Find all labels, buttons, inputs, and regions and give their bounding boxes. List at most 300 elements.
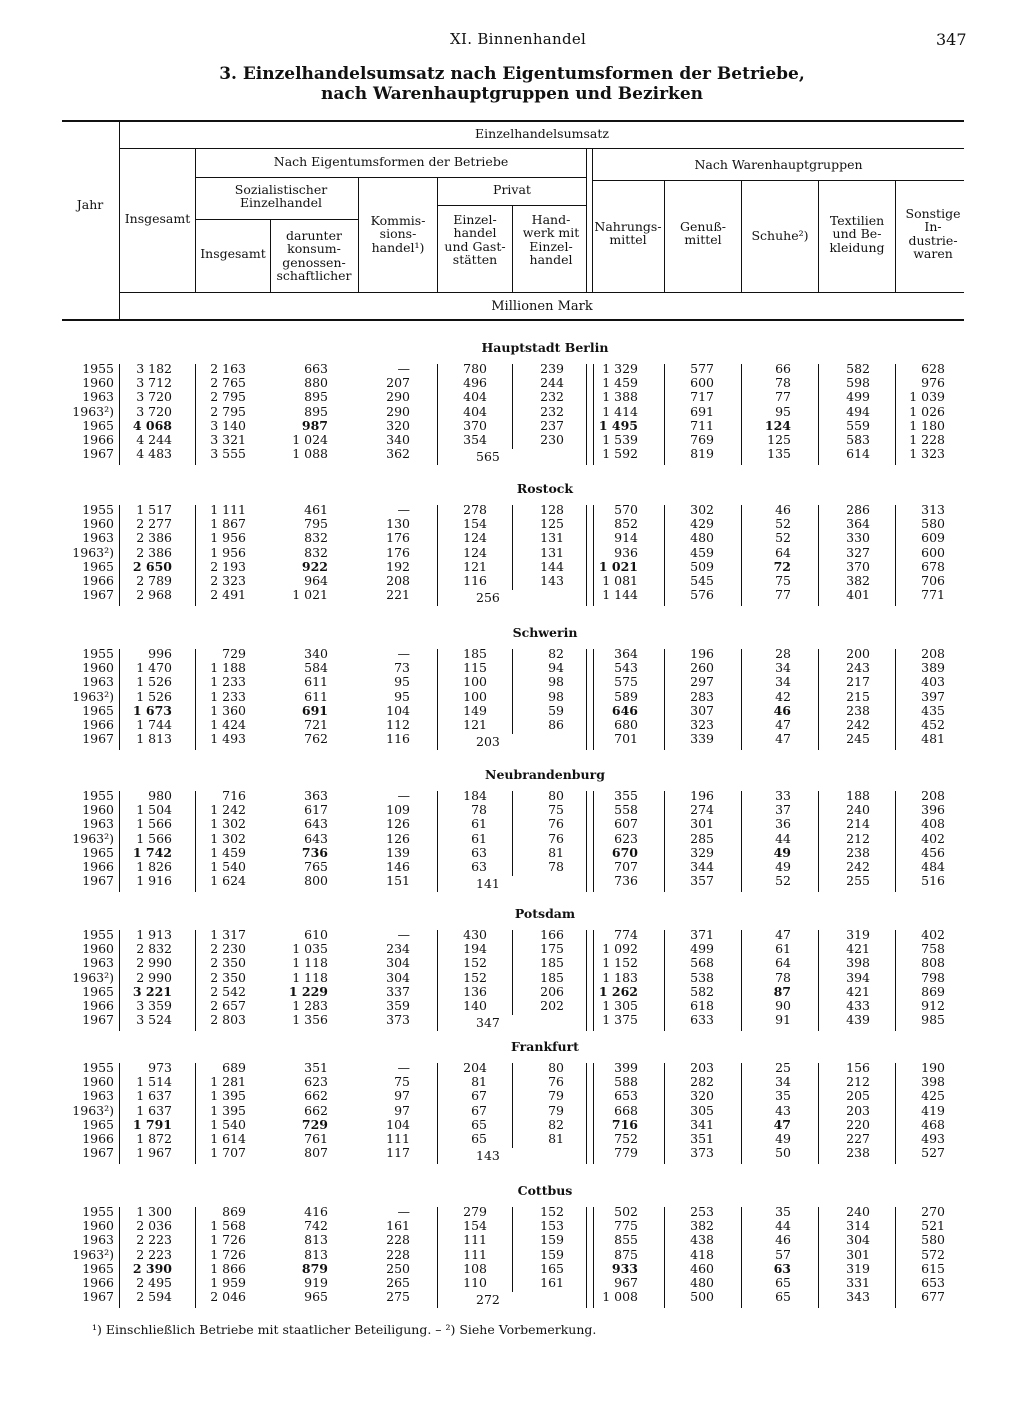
cell-insgesamt: 2 968 <box>136 587 172 603</box>
cell-sonstige: 516 <box>921 873 945 889</box>
cell-textil: 238 <box>846 844 870 860</box>
cell-konsum: 919 <box>304 1274 328 1290</box>
region-heading: Schwerin <box>512 625 578 640</box>
cell-kommission: 109 <box>386 802 410 818</box>
cell-textil: 327 <box>846 544 870 560</box>
cell-insgesamt: 1 637 <box>136 1088 172 1104</box>
cell-year: 1960 <box>82 660 114 676</box>
cell-insgesamt: 2 036 <box>136 1218 172 1234</box>
cell-sonstige: 481 <box>921 731 945 747</box>
cell-privat-handwerk: 94 <box>548 660 564 676</box>
cell-konsum: 643 <box>304 830 328 846</box>
cell-privat-einzelhandel: 184 <box>463 788 487 803</box>
cell-year: 1963²) <box>72 1246 114 1262</box>
cell-genuss: 351 <box>690 1130 714 1146</box>
cell-year: 1963 <box>82 816 114 832</box>
cell-insgesamt: 2 386 <box>136 544 172 560</box>
cell-sonstige: 468 <box>921 1116 945 1132</box>
cell-soz-insgesamt: 2 193 <box>210 558 246 574</box>
cell-soz-insgesamt: 2 046 <box>210 1289 246 1305</box>
cell-sonstige: 435 <box>921 702 945 718</box>
cell-konsum: 623 <box>304 1074 328 1090</box>
cell-privat-handwerk <box>512 447 564 461</box>
header-textilien: Textilien und Be-kleidung <box>829 213 885 255</box>
cell-privat-handwerk: 98 <box>548 674 564 690</box>
cell-genuss: 582 <box>690 983 714 999</box>
rule-under-waren <box>593 180 964 181</box>
cell-konsum: 922 <box>301 558 328 574</box>
cell-soz-insgesamt: 2 657 <box>210 997 246 1013</box>
cell-insgesamt: 3 712 <box>136 375 172 391</box>
cell-soz-insgesamt: 1 726 <box>210 1246 246 1262</box>
cell-sonstige: 600 <box>921 544 945 560</box>
cell-konsum: 461 <box>304 502 328 517</box>
cell-genuss: 711 <box>690 417 714 433</box>
cell-konsum: 1 021 <box>292 587 328 603</box>
cell-privat-handwerk <box>512 1013 564 1027</box>
cell-privat-einzelhandel: 149 <box>463 702 487 718</box>
cell-sonstige: 402 <box>921 830 945 846</box>
cell-year: 1965 <box>82 702 114 718</box>
cell-schuhe: 36 <box>775 816 791 832</box>
cell-schuhe: 37 <box>775 802 791 818</box>
cell-privat-handwerk: 166 <box>540 927 564 942</box>
cell-schuhe: 125 <box>767 431 791 447</box>
cell-nahrung: 1 388 <box>602 389 638 405</box>
column-privat-handwerk <box>512 362 564 461</box>
cell-nahrung: 355 <box>614 788 638 803</box>
table-title <box>0 64 1024 104</box>
rule-under-einzelhandelsumsatz <box>120 148 964 149</box>
cell-privat-einzelhandel: 61 <box>471 816 487 832</box>
cell-textil: 494 <box>846 403 870 419</box>
cell-insgesamt: 3 182 <box>136 361 172 376</box>
cell-schuhe: 33 <box>775 788 791 803</box>
cell-privat-handwerk <box>512 1146 564 1160</box>
cell-year: 1955 <box>82 1060 114 1075</box>
cell-schuhe: 78 <box>775 969 791 985</box>
cell-kommission: — <box>397 502 410 517</box>
region-heading: Neubrandenburg <box>485 767 605 782</box>
cell-genuss: 339 <box>690 731 714 747</box>
column-schuhe <box>741 362 791 461</box>
cell-schuhe: 124 <box>764 417 791 433</box>
column-genuss <box>664 1205 714 1304</box>
cell-privat-handwerk: 98 <box>548 688 564 704</box>
column-textil <box>818 1061 870 1160</box>
cell-genuss: 196 <box>690 788 714 803</box>
cell-soz-insgesamt: 1 707 <box>210 1145 246 1161</box>
cell-schuhe: 47 <box>773 1116 791 1132</box>
chapter-heading: XI. Binnenhandel <box>450 30 587 48</box>
column-genuss <box>664 789 714 888</box>
cell-schuhe: 47 <box>775 716 791 732</box>
cell-soz-insgesamt: 1 568 <box>210 1218 246 1234</box>
cell-privat-handwerk: 80 <box>548 1060 564 1075</box>
cell-genuss: 203 <box>690 1060 714 1075</box>
cell-insgesamt: 2 990 <box>136 955 172 971</box>
privat-1967-combined: 347 <box>476 1015 500 1031</box>
cell-privat-handwerk: 244 <box>540 375 564 391</box>
cell-privat-einzelhandel: 100 <box>463 674 487 690</box>
cell-genuss: 545 <box>690 572 714 588</box>
cell-schuhe: 47 <box>775 731 791 747</box>
cell-soz-insgesamt: 1 866 <box>210 1260 246 1276</box>
cell-schuhe: 50 <box>775 1145 791 1161</box>
cell-privat-handwerk: 131 <box>540 530 564 546</box>
cell-genuss: 500 <box>690 1289 714 1305</box>
cell-kommission: 265 <box>386 1274 410 1290</box>
cell-kommission: 176 <box>386 530 410 546</box>
cell-insgesamt: 1 813 <box>136 731 172 747</box>
cell-insgesamt: 1 300 <box>136 1204 172 1219</box>
cell-kommission: — <box>397 927 410 942</box>
header-privat: Privat <box>493 182 531 197</box>
cell-sonstige: 270 <box>921 1204 945 1219</box>
cell-privat-einzelhandel: 780 <box>463 361 487 376</box>
cell-privat-einzelhandel: 140 <box>463 997 487 1013</box>
cell-sonstige: 208 <box>921 788 945 803</box>
cell-privat-handwerk: 125 <box>540 516 564 532</box>
cell-schuhe: 87 <box>773 983 791 999</box>
cell-privat-einzelhandel: 108 <box>463 1260 487 1276</box>
cell-year: 1963 <box>82 389 114 405</box>
cell-insgesamt: 1 517 <box>136 502 172 517</box>
cell-textil: 319 <box>846 1260 870 1276</box>
column-privat-handwerk <box>512 1061 564 1160</box>
cell-privat-einzelhandel: 63 <box>471 844 487 860</box>
cell-kommission: 228 <box>386 1246 410 1262</box>
cell-soz-insgesamt: 1 726 <box>210 1232 246 1248</box>
cell-privat-handwerk <box>512 1290 564 1304</box>
cell-sonstige: 653 <box>921 1274 945 1290</box>
cell-privat-handwerk: 128 <box>540 502 564 517</box>
cell-soz-insgesamt: 1 281 <box>210 1074 246 1090</box>
cell-privat-handwerk: 82 <box>548 646 564 661</box>
cell-soz-insgesamt: 1 424 <box>210 716 246 732</box>
cell-konsum: 795 <box>304 516 328 532</box>
cell-insgesamt: 2 990 <box>136 969 172 985</box>
cell-schuhe: 65 <box>775 1289 791 1305</box>
cell-nahrung: 933 <box>611 1260 638 1276</box>
cell-nahrung: 502 <box>614 1204 638 1219</box>
cell-soz-insgesamt: 1 959 <box>210 1274 246 1290</box>
privat-1967-combined: 256 <box>476 590 500 606</box>
cell-privat-handwerk: 81 <box>548 1130 564 1146</box>
cell-insgesamt: 2 650 <box>132 558 172 574</box>
column-textil <box>818 647 870 746</box>
cell-konsum: 987 <box>301 417 328 433</box>
cell-konsum: 1 024 <box>292 431 328 447</box>
column-rule <box>586 649 587 750</box>
column-sonstige <box>895 928 945 1027</box>
cell-textil: 156 <box>846 1060 870 1075</box>
cell-konsum: 895 <box>304 403 328 419</box>
cell-genuss: 499 <box>690 941 714 957</box>
cell-soz-insgesamt: 2 323 <box>210 572 246 588</box>
cell-sonstige: 758 <box>921 941 945 957</box>
cell-textil: 227 <box>846 1130 870 1146</box>
cell-year: 1966 <box>82 858 114 874</box>
cell-genuss: 577 <box>690 361 714 376</box>
cell-schuhe: 43 <box>775 1102 791 1118</box>
cell-privat-handwerk: 202 <box>540 997 564 1013</box>
cell-nahrung: 1 305 <box>602 997 638 1013</box>
cell-soz-insgesamt: 1 302 <box>210 816 246 832</box>
cell-textil: 240 <box>846 1204 870 1219</box>
cell-year: 1966 <box>82 997 114 1013</box>
cell-privat-handwerk: 79 <box>548 1102 564 1118</box>
cell-textil: 370 <box>846 558 870 574</box>
cell-kommission: 146 <box>386 858 410 874</box>
cell-genuss: 307 <box>690 702 714 718</box>
cell-sonstige: 521 <box>921 1218 945 1234</box>
cell-privat-einzelhandel: 67 <box>471 1102 487 1118</box>
cell-privat-handwerk: 175 <box>540 941 564 957</box>
cell-privat-handwerk: 185 <box>540 955 564 971</box>
table-title-line1: 3. Einzelhandelsumsatz nach Eigentumsformen der Betriebe, <box>219 64 805 84</box>
cell-schuhe: 52 <box>775 873 791 889</box>
cell-sonstige: 456 <box>921 844 945 860</box>
cell-privat-handwerk: 59 <box>548 702 564 718</box>
cell-nahrung: 1 081 <box>602 572 638 588</box>
cell-sonstige: 396 <box>921 802 945 818</box>
column-sonstige <box>895 503 945 602</box>
cell-kommission: 208 <box>386 572 410 588</box>
cell-insgesamt: 2 223 <box>136 1246 172 1262</box>
column-schuhe <box>741 647 791 746</box>
cell-privat-einzelhandel: 370 <box>463 417 487 433</box>
cell-konsum: 800 <box>304 873 328 889</box>
cell-year: 1955 <box>82 927 114 942</box>
header-handwerk: Hand-werk mit Einzel-handel <box>522 212 580 268</box>
cell-genuss: 509 <box>690 558 714 574</box>
cell-nahrung: 646 <box>611 702 638 718</box>
cell-insgesamt: 1 913 <box>136 927 172 942</box>
cell-kommission: 304 <box>386 969 410 985</box>
cell-kommission: 373 <box>386 1012 410 1028</box>
column-insgesamt <box>120 789 172 888</box>
cell-sonstige: 609 <box>921 530 945 546</box>
vline-kommission-left <box>358 177 359 293</box>
cell-schuhe: 28 <box>775 646 791 661</box>
cell-year: 1963²) <box>72 544 114 560</box>
table-title-line2: nach Warenhauptgruppen und Bezirken <box>320 84 704 104</box>
cell-privat-handwerk <box>512 732 564 746</box>
privat-1967-combined: 203 <box>476 734 500 750</box>
cell-genuss: 717 <box>690 389 714 405</box>
cell-genuss: 382 <box>690 1218 714 1234</box>
cell-insgesamt: 1 872 <box>136 1130 172 1146</box>
cell-nahrung: 1 329 <box>602 361 638 376</box>
cell-konsum: 813 <box>304 1246 328 1262</box>
cell-kommission: 95 <box>394 688 410 704</box>
cell-textil: 598 <box>846 375 870 391</box>
cell-year: 1967 <box>82 446 114 462</box>
cell-soz-insgesamt: 1 540 <box>210 1116 246 1132</box>
cell-schuhe: 135 <box>767 446 791 462</box>
cell-genuss: 302 <box>690 502 714 517</box>
cell-year: 1963 <box>82 674 114 690</box>
cell-konsum: 1 356 <box>292 1012 328 1028</box>
cell-sonstige: 452 <box>921 716 945 732</box>
cell-nahrung: 967 <box>614 1274 638 1290</box>
cell-privat-einzelhandel: 121 <box>463 558 487 574</box>
cell-insgesamt: 1 673 <box>132 702 172 718</box>
column-nahrung <box>593 789 638 888</box>
cell-privat-handwerk: 152 <box>540 1204 564 1219</box>
cell-sonstige: 527 <box>921 1145 945 1161</box>
cell-schuhe: 66 <box>775 361 791 376</box>
column-year <box>62 789 114 888</box>
cell-privat-einzelhandel: 204 <box>463 1060 487 1075</box>
cell-sonstige: 580 <box>921 1232 945 1248</box>
cell-year: 1963 <box>82 1088 114 1104</box>
cell-konsum: 1 229 <box>288 983 328 999</box>
unit-label: Millionen Mark <box>491 299 593 314</box>
cell-schuhe: 95 <box>775 403 791 419</box>
cell-nahrung: 852 <box>614 516 638 532</box>
column-genuss <box>664 503 714 602</box>
cell-schuhe: 63 <box>773 1260 791 1276</box>
cell-genuss: 373 <box>690 1145 714 1161</box>
cell-kommission: — <box>397 1060 410 1075</box>
cell-schuhe: 42 <box>775 688 791 704</box>
privat-1967-combined: 143 <box>476 1148 500 1164</box>
cell-kommission: 362 <box>386 446 410 462</box>
column-year <box>62 503 114 602</box>
cell-schuhe: 75 <box>775 572 791 588</box>
cell-privat-einzelhandel: 152 <box>463 955 487 971</box>
cell-insgesamt: 1 916 <box>136 873 172 889</box>
cell-soz-insgesamt: 716 <box>222 788 246 803</box>
cell-genuss: 329 <box>690 844 714 860</box>
cell-textil: 238 <box>846 1145 870 1161</box>
column-textil <box>818 362 870 461</box>
cell-schuhe: 34 <box>775 660 791 676</box>
cell-privat-einzelhandel: 430 <box>463 927 487 942</box>
cell-sonstige: 808 <box>921 955 945 971</box>
cell-year: 1966 <box>82 572 114 588</box>
cell-nahrung: 1 262 <box>598 983 638 999</box>
cell-konsum: 1 283 <box>292 997 328 1013</box>
cell-nahrung: 736 <box>614 873 638 889</box>
header-insgesamt: Insgesamt <box>124 211 191 226</box>
cell-textil: 217 <box>846 674 870 690</box>
cell-insgesamt: 1 504 <box>136 802 172 818</box>
cell-schuhe: 49 <box>773 844 791 860</box>
cell-schuhe: 64 <box>775 955 791 971</box>
cell-sonstige: 677 <box>921 1289 945 1305</box>
cell-sonstige: 313 <box>921 502 945 517</box>
cell-nahrung: 914 <box>614 530 638 546</box>
page-number: 347 <box>936 30 967 49</box>
column-textil <box>818 1205 870 1304</box>
column-rule <box>586 791 587 892</box>
cell-privat-einzelhandel: 111 <box>463 1246 487 1262</box>
cell-insgesamt: 4 244 <box>136 431 172 447</box>
cell-privat-einzelhandel: 496 <box>463 375 487 391</box>
cell-textil: 343 <box>846 1289 870 1305</box>
cell-year: 1963 <box>82 530 114 546</box>
cell-schuhe: 35 <box>775 1088 791 1104</box>
cell-insgesamt: 1 744 <box>136 716 172 732</box>
cell-konsum: 662 <box>304 1088 328 1104</box>
cell-schuhe: 47 <box>775 927 791 942</box>
column-soz-insgesamt <box>196 789 246 888</box>
column-nahrung <box>593 1205 638 1304</box>
cell-textil: 433 <box>846 997 870 1013</box>
cell-soz-insgesamt: 2 795 <box>210 389 246 405</box>
cell-textil: 330 <box>846 530 870 546</box>
cell-soz-insgesamt: 1 111 <box>210 502 246 517</box>
cell-soz-insgesamt: 1 395 <box>210 1088 246 1104</box>
cell-konsum: 736 <box>301 844 328 860</box>
cell-privat-handwerk: 185 <box>540 969 564 985</box>
header-genussmittel: Genuß-mittel <box>679 219 727 248</box>
cell-soz-insgesamt: 1 188 <box>210 660 246 676</box>
cell-konsum: 610 <box>304 927 328 942</box>
cell-genuss: 480 <box>690 530 714 546</box>
cell-textil: 499 <box>846 389 870 405</box>
cell-year: 1965 <box>82 983 114 999</box>
column-year <box>62 928 114 1027</box>
header-darunter-konsum: darunter konsum-genossen-schaftlicher <box>276 228 352 284</box>
header-einzelhandelsumsatz: Einzelhandelsumsatz <box>475 126 609 141</box>
cell-genuss: 344 <box>690 858 714 874</box>
cell-textil: 582 <box>846 361 870 376</box>
cell-privat-handwerk: 76 <box>548 830 564 846</box>
cell-schuhe: 52 <box>775 530 791 546</box>
cell-genuss: 260 <box>690 660 714 676</box>
cell-privat-handwerk: 230 <box>540 431 564 447</box>
cell-textil: 559 <box>846 417 870 433</box>
cell-schuhe: 77 <box>775 389 791 405</box>
cell-privat-einzelhandel: 110 <box>463 1274 487 1290</box>
cell-privat-handwerk: 159 <box>540 1246 564 1262</box>
cell-konsum: 813 <box>304 1232 328 1248</box>
cell-privat-einzelhandel: 100 <box>463 688 487 704</box>
header-sonstige: Sonstige In-dustrie-waren <box>905 206 961 262</box>
cell-sonstige: 572 <box>921 1246 945 1262</box>
cell-genuss: 819 <box>690 446 714 462</box>
cell-privat-handwerk: 131 <box>540 544 564 560</box>
cell-textil: 243 <box>846 660 870 676</box>
cell-genuss: 301 <box>690 816 714 832</box>
cell-schuhe: 61 <box>775 941 791 957</box>
cell-privat-einzelhandel: 124 <box>463 530 487 546</box>
cell-privat-handwerk: 153 <box>540 1218 564 1234</box>
cell-textil: 240 <box>846 802 870 818</box>
cell-schuhe: 46 <box>773 702 791 718</box>
cell-soz-insgesamt: 1 360 <box>210 702 246 718</box>
cell-kommission: 117 <box>386 1145 410 1161</box>
cell-nahrung: 1 144 <box>602 587 638 603</box>
cell-textil: 205 <box>846 1088 870 1104</box>
cell-privat-handwerk: 165 <box>540 1260 564 1276</box>
cell-sonstige: 1 026 <box>909 403 945 419</box>
column-sonstige <box>895 1205 945 1304</box>
cell-sonstige: 678 <box>921 558 945 574</box>
cell-schuhe: 78 <box>775 375 791 391</box>
cell-sonstige: 580 <box>921 516 945 532</box>
header-kommission: Kommis-sions-handel¹) <box>370 213 426 255</box>
cell-konsum: 761 <box>304 1130 328 1146</box>
cell-privat-einzelhandel: 154 <box>463 1218 487 1234</box>
cell-year: 1967 <box>82 873 114 889</box>
cell-textil: 242 <box>846 858 870 874</box>
cell-nahrung: 775 <box>614 1218 638 1234</box>
